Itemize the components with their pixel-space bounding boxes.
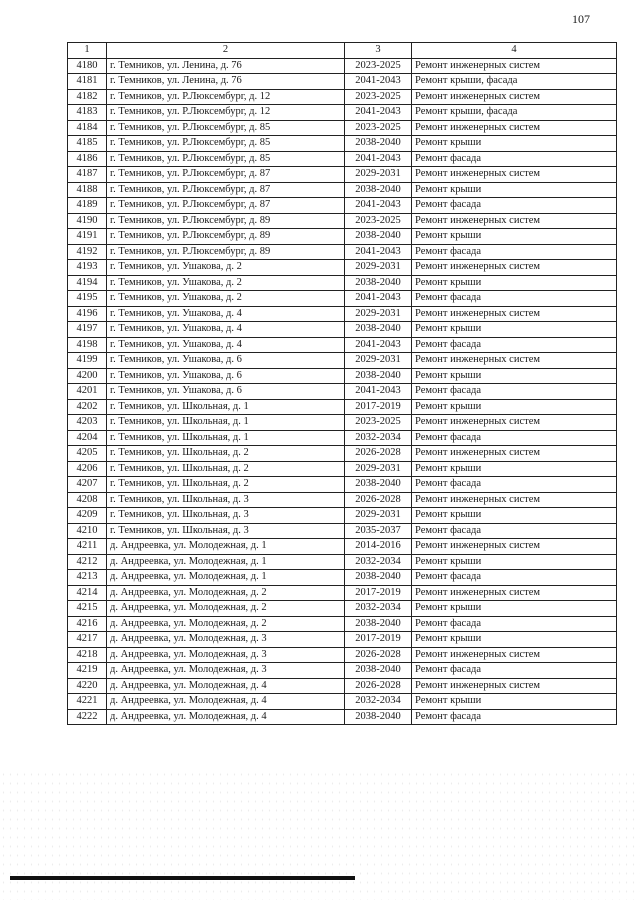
row-number-cell: 4193 (68, 260, 107, 276)
row-number-cell: 4189 (68, 198, 107, 214)
address-cell: д. Андреевка, ул. Молодежная, д. 3 (107, 647, 345, 663)
address-cell: г. Темников, ул. Школьная, д. 2 (107, 461, 345, 477)
row-number-cell: 4188 (68, 182, 107, 198)
row-number-cell: 4203 (68, 415, 107, 431)
period-cell: 2041-2043 (345, 105, 412, 121)
table-row (68, 647, 617, 663)
period-cell: 2041-2043 (345, 244, 412, 260)
row-number-cell: 4214 (68, 585, 107, 601)
period-cell: 2017-2019 (345, 399, 412, 415)
address-cell: д. Андреевка, ул. Молодежная, д. 1 (107, 539, 345, 555)
address-cell: г. Темников, ул. Р.Люксембург, д. 87 (107, 167, 345, 183)
period-cell: 2038-2040 (345, 275, 412, 291)
table-row (68, 198, 617, 214)
table-row (68, 105, 617, 121)
table-row (68, 461, 617, 477)
table-row (68, 58, 617, 74)
scan-noise (0, 770, 640, 900)
period-cell: 2029-2031 (345, 167, 412, 183)
work-type-cell: Ремонт фасада (412, 709, 617, 725)
period-cell: 2032-2034 (345, 430, 412, 446)
row-number-cell: 4221 (68, 694, 107, 710)
table-row (68, 337, 617, 353)
work-type-cell: Ремонт крыши (412, 694, 617, 710)
table-row (68, 306, 617, 322)
work-type-cell: Ремонт инженерных систем (412, 585, 617, 601)
row-number-cell: 4186 (68, 151, 107, 167)
work-type-cell: Ремонт крыши (412, 632, 617, 648)
table-row (68, 585, 617, 601)
work-type-cell: Ремонт крыши (412, 322, 617, 338)
work-type-cell: Ремонт фасада (412, 570, 617, 586)
address-cell: г. Темников, ул. Школьная, д. 1 (107, 399, 345, 415)
work-type-cell: Ремонт инженерных систем (412, 213, 617, 229)
row-number-cell: 4202 (68, 399, 107, 415)
work-type-cell: Ремонт инженерных систем (412, 415, 617, 431)
work-type-cell: Ремонт крыши (412, 275, 617, 291)
period-cell: 2038-2040 (345, 368, 412, 384)
table-row (68, 601, 617, 617)
page-number: 107 (572, 12, 590, 26)
period-cell: 2029-2031 (345, 260, 412, 276)
work-type-cell: Ремонт инженерных систем (412, 647, 617, 663)
period-cell: 2041-2043 (345, 291, 412, 307)
period-cell: 2038-2040 (345, 709, 412, 725)
table-row (68, 539, 617, 555)
period-cell: 2026-2028 (345, 492, 412, 508)
work-type-cell: Ремонт инженерных систем (412, 306, 617, 322)
row-number-cell: 4181 (68, 74, 107, 90)
period-cell: 2038-2040 (345, 136, 412, 152)
table-row (68, 353, 617, 369)
period-cell: 2035-2037 (345, 523, 412, 539)
table-body (68, 58, 617, 725)
address-cell: д. Андреевка, ул. Молодежная, д. 3 (107, 663, 345, 679)
address-cell: г. Темников, ул. Ленина, д. 76 (107, 74, 345, 90)
work-type-cell: Ремонт крыши (412, 554, 617, 570)
row-number-cell: 4207 (68, 477, 107, 493)
row-number-cell: 4201 (68, 384, 107, 400)
row-number-cell: 4205 (68, 446, 107, 462)
row-number-cell: 4216 (68, 616, 107, 632)
address-cell: г. Темников, ул. Р.Люксембург, д. 85 (107, 151, 345, 167)
period-cell: 2026-2028 (345, 678, 412, 694)
row-number-cell: 4199 (68, 353, 107, 369)
table-row (68, 275, 617, 291)
work-type-cell: Ремонт инженерных систем (412, 353, 617, 369)
row-number-cell: 4222 (68, 709, 107, 725)
row-number-cell: 4212 (68, 554, 107, 570)
period-cell: 2038-2040 (345, 322, 412, 338)
address-cell: г. Темников, ул. Ушакова, д. 2 (107, 275, 345, 291)
table-row (68, 399, 617, 415)
address-cell: г. Темников, ул. Р.Люксембург, д. 12 (107, 105, 345, 121)
work-type-cell: Ремонт инженерных систем (412, 539, 617, 555)
work-type-cell: Ремонт фасада (412, 384, 617, 400)
work-type-cell: Ремонт фасада (412, 430, 617, 446)
row-number-cell: 4204 (68, 430, 107, 446)
row-number-cell: 4208 (68, 492, 107, 508)
table-row (68, 523, 617, 539)
address-cell: г. Темников, ул. Ушакова, д. 4 (107, 306, 345, 322)
address-cell: г. Темников, ул. Ушакова, д. 2 (107, 291, 345, 307)
work-type-cell: Ремонт крыши, фасада (412, 74, 617, 90)
row-number-cell: 4215 (68, 601, 107, 617)
row-number-cell: 4190 (68, 213, 107, 229)
row-number-cell: 4184 (68, 120, 107, 136)
row-number-cell: 4192 (68, 244, 107, 260)
table-row (68, 709, 617, 725)
scan-edge-bar (10, 876, 355, 880)
work-type-cell: Ремонт крыши (412, 399, 617, 415)
table-row (68, 492, 617, 508)
work-type-cell: Ремонт фасада (412, 291, 617, 307)
address-cell: г. Темников, ул. Ушакова, д. 4 (107, 337, 345, 353)
row-number-cell: 4209 (68, 508, 107, 524)
period-cell: 2017-2019 (345, 632, 412, 648)
table-row (68, 120, 617, 136)
table-row (68, 322, 617, 338)
address-cell: г. Темников, ул. Школьная, д. 3 (107, 523, 345, 539)
address-cell: г. Темников, ул. Р.Люксембург, д. 12 (107, 89, 345, 105)
address-cell: г. Темников, ул. Ушакова, д. 6 (107, 368, 345, 384)
work-type-cell: Ремонт инженерных систем (412, 446, 617, 462)
row-number-cell: 4183 (68, 105, 107, 121)
address-cell: д. Андреевка, ул. Молодежная, д. 1 (107, 554, 345, 570)
work-type-cell: Ремонт инженерных систем (412, 678, 617, 694)
period-cell: 2038-2040 (345, 229, 412, 245)
work-type-cell: Ремонт крыши (412, 182, 617, 198)
table-row (68, 89, 617, 105)
row-number-cell: 4200 (68, 368, 107, 384)
address-cell: д. Андреевка, ул. Молодежная, д. 1 (107, 570, 345, 586)
table-row (68, 616, 617, 632)
address-cell: г. Темников, ул. Школьная, д. 1 (107, 430, 345, 446)
work-type-cell: Ремонт фасада (412, 337, 617, 353)
period-cell: 2038-2040 (345, 663, 412, 679)
row-number-cell: 4191 (68, 229, 107, 245)
table-header-row (68, 43, 617, 59)
work-type-cell: Ремонт крыши (412, 136, 617, 152)
period-cell: 2014-2016 (345, 539, 412, 555)
table-row (68, 151, 617, 167)
work-type-cell: Ремонт крыши (412, 368, 617, 384)
address-cell: г. Темников, ул. Школьная, д. 2 (107, 446, 345, 462)
row-number-cell: 4219 (68, 663, 107, 679)
row-number-cell: 4182 (68, 89, 107, 105)
period-cell: 2029-2031 (345, 353, 412, 369)
address-cell: д. Андреевка, ул. Молодежная, д. 3 (107, 632, 345, 648)
period-cell: 2038-2040 (345, 182, 412, 198)
work-type-cell: Ремонт крыши (412, 601, 617, 617)
period-cell: 2041-2043 (345, 384, 412, 400)
row-number-cell: 4197 (68, 322, 107, 338)
row-number-cell: 4217 (68, 632, 107, 648)
address-cell: г. Темников, ул. Р.Люксембург, д. 89 (107, 229, 345, 245)
period-cell: 2041-2043 (345, 74, 412, 90)
table-row (68, 632, 617, 648)
row-number-cell: 4195 (68, 291, 107, 307)
row-number-cell: 4187 (68, 167, 107, 183)
address-cell: г. Темников, ул. Школьная, д. 3 (107, 492, 345, 508)
period-cell: 2032-2034 (345, 694, 412, 710)
table-row (68, 477, 617, 493)
table-row (68, 291, 617, 307)
period-cell: 2041-2043 (345, 151, 412, 167)
table-row (68, 229, 617, 245)
table-row (68, 167, 617, 183)
work-type-cell: Ремонт инженерных систем (412, 120, 617, 136)
work-type-cell: Ремонт фасада (412, 151, 617, 167)
column-header-number: 1 (68, 43, 107, 59)
table-row (68, 508, 617, 524)
period-cell: 2038-2040 (345, 570, 412, 586)
period-cell: 2041-2043 (345, 337, 412, 353)
period-cell: 2032-2034 (345, 601, 412, 617)
address-cell: г. Темников, ул. Школьная, д. 1 (107, 415, 345, 431)
work-type-cell: Ремонт фасада (412, 616, 617, 632)
work-type-cell: Ремонт крыши, фасада (412, 105, 617, 121)
table-row (68, 384, 617, 400)
address-cell: г. Темников, ул. Р.Люксембург, д. 87 (107, 198, 345, 214)
work-type-cell: Ремонт крыши (412, 461, 617, 477)
period-cell: 2032-2034 (345, 554, 412, 570)
table-row (68, 136, 617, 152)
period-cell: 2029-2031 (345, 461, 412, 477)
period-cell: 2038-2040 (345, 616, 412, 632)
address-cell: г. Темников, ул. Р.Люксембург, д. 89 (107, 213, 345, 229)
period-cell: 2017-2019 (345, 585, 412, 601)
address-cell: г. Темников, ул. Р.Люксембург, д. 85 (107, 136, 345, 152)
column-header-period: 3 (345, 43, 412, 59)
work-type-cell: Ремонт инженерных систем (412, 492, 617, 508)
address-cell: д. Андреевка, ул. Молодежная, д. 4 (107, 709, 345, 725)
period-cell: 2041-2043 (345, 198, 412, 214)
work-type-cell: Ремонт инженерных систем (412, 167, 617, 183)
work-type-cell: Ремонт фасада (412, 198, 617, 214)
address-cell: г. Темников, ул. Р.Люксембург, д. 85 (107, 120, 345, 136)
repair-schedule-table (67, 42, 617, 725)
address-cell: г. Темников, ул. Ушакова, д. 2 (107, 260, 345, 276)
address-cell: г. Темников, ул. Р.Люксембург, д. 87 (107, 182, 345, 198)
period-cell: 2023-2025 (345, 89, 412, 105)
column-header-work-type: 4 (412, 43, 617, 59)
row-number-cell: 4206 (68, 461, 107, 477)
address-cell: д. Андреевка, ул. Молодежная, д. 4 (107, 694, 345, 710)
address-cell: д. Андреевка, ул. Молодежная, д. 2 (107, 585, 345, 601)
period-cell: 2029-2031 (345, 508, 412, 524)
address-cell: г. Темников, ул. Школьная, д. 2 (107, 477, 345, 493)
row-number-cell: 4194 (68, 275, 107, 291)
table-row (68, 570, 617, 586)
period-cell: 2023-2025 (345, 58, 412, 74)
table-row (68, 678, 617, 694)
row-number-cell: 4213 (68, 570, 107, 586)
address-cell: д. Андреевка, ул. Молодежная, д. 2 (107, 601, 345, 617)
row-number-cell: 4220 (68, 678, 107, 694)
table-row (68, 446, 617, 462)
work-type-cell: Ремонт фасада (412, 477, 617, 493)
table-row (68, 430, 617, 446)
address-cell: г. Темников, ул. Школьная, д. 3 (107, 508, 345, 524)
row-number-cell: 4218 (68, 647, 107, 663)
table-row (68, 694, 617, 710)
address-cell: д. Андреевка, ул. Молодежная, д. 4 (107, 678, 345, 694)
period-cell: 2023-2025 (345, 120, 412, 136)
table-row (68, 368, 617, 384)
period-cell: 2026-2028 (345, 446, 412, 462)
work-type-cell: Ремонт крыши (412, 229, 617, 245)
period-cell: 2038-2040 (345, 477, 412, 493)
address-cell: г. Темников, ул. Ушакова, д. 6 (107, 384, 345, 400)
address-cell: д. Андреевка, ул. Молодежная, д. 2 (107, 616, 345, 632)
row-number-cell: 4185 (68, 136, 107, 152)
address-cell: г. Темников, ул. Р.Люксембург, д. 89 (107, 244, 345, 260)
work-type-cell: Ремонт инженерных систем (412, 89, 617, 105)
row-number-cell: 4198 (68, 337, 107, 353)
table-row (68, 182, 617, 198)
table-row (68, 213, 617, 229)
work-type-cell: Ремонт инженерных систем (412, 58, 617, 74)
table-row (68, 260, 617, 276)
row-number-cell: 4210 (68, 523, 107, 539)
table-row (68, 244, 617, 260)
period-cell: 2023-2025 (345, 415, 412, 431)
work-type-cell: Ремонт фасада (412, 663, 617, 679)
period-cell: 2029-2031 (345, 306, 412, 322)
work-type-cell: Ремонт крыши (412, 508, 617, 524)
work-type-cell: Ремонт фасада (412, 523, 617, 539)
table-row (68, 74, 617, 90)
work-type-cell: Ремонт фасада (412, 244, 617, 260)
row-number-cell: 4180 (68, 58, 107, 74)
row-number-cell: 4211 (68, 539, 107, 555)
work-type-cell: Ремонт инженерных систем (412, 260, 617, 276)
period-cell: 2023-2025 (345, 213, 412, 229)
column-header-address: 2 (107, 43, 345, 59)
period-cell: 2026-2028 (345, 647, 412, 663)
address-cell: г. Темников, ул. Ленина, д. 76 (107, 58, 345, 74)
address-cell: г. Темников, ул. Ушакова, д. 6 (107, 353, 345, 369)
address-cell: г. Темников, ул. Ушакова, д. 4 (107, 322, 345, 338)
table-row (68, 415, 617, 431)
table-row (68, 663, 617, 679)
row-number-cell: 4196 (68, 306, 107, 322)
table-row (68, 554, 617, 570)
